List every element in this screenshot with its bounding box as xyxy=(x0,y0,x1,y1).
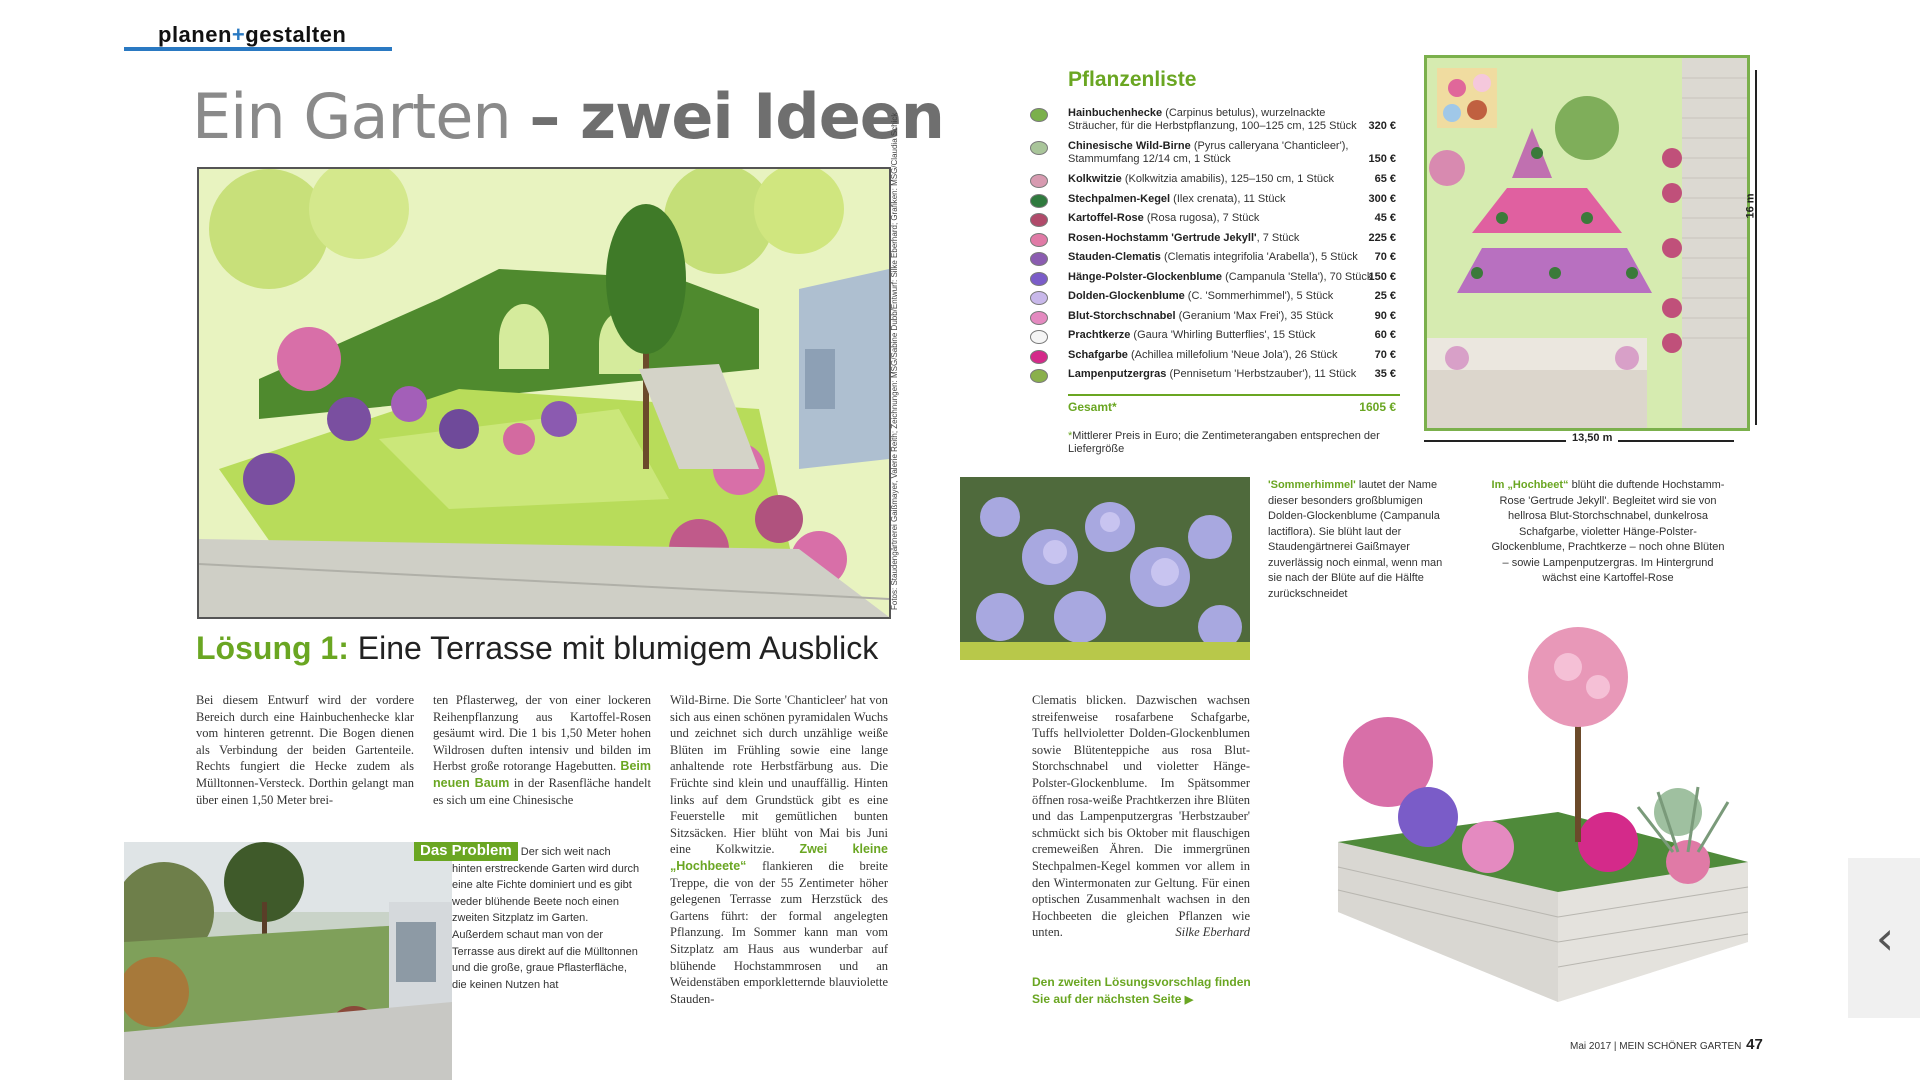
total-rule xyxy=(1068,394,1400,396)
plant-name: Dolden-Glockenblume (C. 'Sommerhimmel'), 5 Stück xyxy=(1068,290,1334,302)
plant-name: Hänge-Polster-Glockenblume (Campanula 'Stella'), 70 Stück xyxy=(1068,270,1373,283)
plant-row xyxy=(1030,211,1402,231)
plant-row xyxy=(1030,348,1402,368)
plant-symbol-icon xyxy=(1030,194,1048,208)
plant-row xyxy=(1030,106,1402,139)
plant-price: 150 € xyxy=(1368,153,1396,165)
body-column-2: ten Pflasterweg, der von einer lockeren Reihenpflanzung aus Kartoffel-Rosen gesäumt wird. Die 1 bis 1,50 Meter hohen Wildrosen duften intensiv und bilden im Herbst große rotorange Hagebutten. Beim neuen Baum in der Rasenfläche handelt es sich um eine Chinesische xyxy=(433,693,651,807)
solution-heading: Lösung 1: Eine Terrasse mit blumigem Ausblick xyxy=(196,630,879,666)
plant-row xyxy=(1030,289,1402,309)
problem-text: Der sich weit nach hinten erstreckende Garten wird durch eine alte Fichte dominiert und es gibt weder blühende Beete noch einen zweiten Sitzplatz im Garten. Außerdem schaut man von der Terrasse aus direkt auf die Mülltonnen und die große, graue Pflasterfläche, die keinen Nutzen hat xyxy=(452,846,640,991)
section-label: planen+gestalten xyxy=(158,22,347,47)
plant-name: Schafgarbe (Achillea millefolium 'Neue Jola'), 26 Stück xyxy=(1068,348,1338,361)
total-label: Gesamt* xyxy=(1068,400,1117,414)
plant-row xyxy=(1030,270,1402,290)
plant-symbol-icon xyxy=(1030,213,1048,227)
plant-symbol-icon xyxy=(1030,369,1048,383)
plant-price: 70 € xyxy=(1374,348,1396,361)
plant-price: 300 € xyxy=(1368,192,1396,205)
total-value: 1605 € xyxy=(1359,400,1396,414)
plant-row xyxy=(1030,231,1402,251)
garden-plan xyxy=(1424,55,1750,431)
plant-name: Blut-Storchschnabel (Geranium 'Max Frei'), 35 Stück xyxy=(1068,309,1334,322)
plant-name: Rosen-Hochstamm 'Gertrude Jekyll', 7 Stück xyxy=(1068,231,1300,244)
plant-name: Prachtkerze (Gaura 'Whirling Butterflies', 15 Stück xyxy=(1068,329,1316,341)
plant-name: Stechpalmen-Kegel (Ilex crenata), 11 Stück xyxy=(1068,192,1286,205)
plant-name: Chinesische Wild-Birne (Pyrus calleryana 'Chanticleer'), Stammumfang 12/14 cm, 1 Stück xyxy=(1068,140,1349,165)
author-name: Silke Eberhard xyxy=(1175,925,1250,940)
sommerhimmel-caption: 'Sommerhimmel' lautet der Name dieser besonders großblumigen Dolden-Glockenblume (Campanula lactiflora). Sie blüht laut der Staudengärtnerei Gaißmayer zuverlässig noch einmal, wenn man sie nach der Blüte auf die Hälfte zurückschneidet xyxy=(1268,479,1443,600)
raised-bed-illustration xyxy=(1278,612,1798,1012)
plant-price: 70 € xyxy=(1374,251,1396,263)
plant-row xyxy=(1030,250,1402,270)
plant-name: Hainbuchenhecke (Carpinus betulus), wurzelnackte Sträucher, für die Herbstpflanzung, 100–125 cm, 125 Stück xyxy=(1068,107,1357,132)
body-column-3: Wild-Birne. Die Sorte 'Chanticleer' hat von sich aus einen schönen pyramidalen Wuchs und zeichnet sich durch unzählige weiße Blüten im Frühling sowie eine lange anhaltende rote Herbstfärbung aus. Die Früchte sind klein und unauffällig. Hinten links auf dem Grundstück gibt es eine Feuerstelle mit gemütlichen bunten Sitzsäcken. Hier blüht von Mai bis Juni eine Kolkwitzie. Zwei kleine „Hochbeete“ flankieren die breite Treppe, die von der 55 Zentimeter höher gelegenen Terrasse zum Herzstück des Gartens führt: der formal angelegten Pflanzung. Im Sommer kann man vom Sitzplatz am Haus aus wunderbar auf blühende Hochstammrosen und an Weidenstäben emporkletternde blauviolette Stauden- xyxy=(670,693,888,1006)
plant-row xyxy=(1030,367,1402,387)
plant-name: Stauden-Clematis (Clematis integrifolia 'Arabella'), 5 Stück xyxy=(1068,251,1358,263)
chevron-left-icon: ‹ xyxy=(1875,911,1895,965)
plant-symbol-icon xyxy=(1030,141,1048,155)
photo-credit: Fotos: Staudengärtnerei Gaißmayer, Valerie Reith; Zeichnungen: MSG/Sabine Dubb/Entwurf: Silke Eberhard; Grafiken: MSG/Claudia Schick xyxy=(890,112,899,610)
plant-row xyxy=(1030,328,1402,348)
problem-box xyxy=(420,842,642,993)
plant-name: Lampenputzergras (Pennisetum 'Herbstzauber'), 11 Stück xyxy=(1068,368,1357,380)
plant-symbol-icon xyxy=(1030,252,1048,266)
plant-price: 90 € xyxy=(1374,309,1396,322)
plant-price: 35 € xyxy=(1374,368,1396,380)
plant-price: 65 € xyxy=(1374,173,1396,185)
plant-row xyxy=(1030,139,1402,172)
plant-symbol-icon xyxy=(1030,291,1048,305)
page-footer: Mai 2017 | MEIN SCHÖNER GARTEN 47 xyxy=(1570,1036,1763,1053)
arrow-right-icon: ▶ xyxy=(1184,994,1194,1006)
plant-row xyxy=(1030,192,1402,212)
plan-height-label: 16 m xyxy=(1744,193,1757,219)
plant-price: 225 € xyxy=(1368,231,1396,244)
footnote: *Mittlerer Preis in Euro; die Zentimeterangaben entsprechen der Liefergröße xyxy=(1068,430,1380,455)
page-title: Ein Garten – zwei Ideen xyxy=(192,80,944,153)
plant-name: Kolkwitzie (Kolkwitzia amabilis), 125–150 cm, 1 Stück xyxy=(1068,173,1334,185)
problem-photo xyxy=(124,842,452,1080)
problem-heading: Das Problem xyxy=(414,842,518,861)
previous-page-button[interactable] xyxy=(1860,908,1910,968)
garden-illustration xyxy=(197,167,891,619)
plant-symbol-icon xyxy=(1030,174,1048,188)
next-page-link[interactable]: Den zweiten Lösungsvorschlag finden Sie auf der nächsten Seite ▶ xyxy=(1032,975,1251,1006)
plant-symbol-icon xyxy=(1030,330,1048,344)
plant-name: Kartoffel-Rose (Rosa rugosa), 7 Stück xyxy=(1068,212,1260,224)
plant-price: 60 € xyxy=(1374,329,1396,341)
plant-list-title: Pflanzenliste xyxy=(1068,68,1197,91)
plant-price: 45 € xyxy=(1374,212,1396,224)
plant-symbol-icon xyxy=(1030,108,1048,122)
plant-price: 320 € xyxy=(1368,120,1396,132)
plant-row xyxy=(1030,309,1402,329)
plant-row xyxy=(1030,172,1402,192)
plant-symbol-icon xyxy=(1030,350,1048,364)
plant-symbol-icon xyxy=(1030,311,1048,325)
body-column-4: Clematis blicken. Dazwischen wachsen streifenweise rosafarbene Schafgarbe, Tuffs hellvioletter Dolden-Glockenblumen sowie Blütenteppiche aus rosa Blut-Storchschnabel und violetter Hänge-Polster-Glockenblume. Im Spätsommer öffnen rosa-weiße Prachtkerzen ihre Blüten und das Lampenputzergras 'Herbstzauber' schmückt sich bis Oktober mit flauschigen cremeweißen Ähren. Die immergrünen Stechpalmen-Kegel kommen vor allem in den Wintermonaten zur Geltung. Für einen optischen Zusammenhalt wachsen in den Hochbeeten die gleichen Pflanzen wie unten. Silke Eberhard xyxy=(1032,693,1250,940)
plan-height-line xyxy=(1755,70,1757,425)
plant-symbol-icon xyxy=(1030,272,1048,286)
plant-symbol-icon xyxy=(1030,233,1048,247)
hochbeet-caption: Im „Hochbeet“ blüht die duftende Hochstamm-Rose 'Gertrude Jekyll'. Begleitet wird sie von hellrosa Blut-Storchschnabel, dunkelrosa Schafgarbe, violetter Hänge-Polster-Glockenblume, Prachtkerze – noch ohne Blüten – sowie Lampenputzergras. Im Hintergrund wächst eine Kartoffel-Rose xyxy=(1491,479,1725,584)
body-column-1: Bei diesem Entwurf wird der vordere Bereich durch eine Hainbuchenhecke klar vom hinteren getrennt. Die Bogen dienen als Verbindung der beiden Gartenteile. Rechts fungiert die Hecke zudem als Mülltonnen-Versteck. Dorthin gelangt man über einen 1,50 Meter brei- xyxy=(196,693,414,807)
section-rule xyxy=(124,47,392,51)
plan-width-label: 13,50 m xyxy=(1566,432,1618,444)
plant-price: 150 € xyxy=(1368,270,1396,283)
sommerhimmel-photo xyxy=(960,477,1250,660)
plant-list xyxy=(1030,106,1402,387)
plant-price: 25 € xyxy=(1374,290,1396,302)
page-number: 47 xyxy=(1746,1036,1763,1053)
